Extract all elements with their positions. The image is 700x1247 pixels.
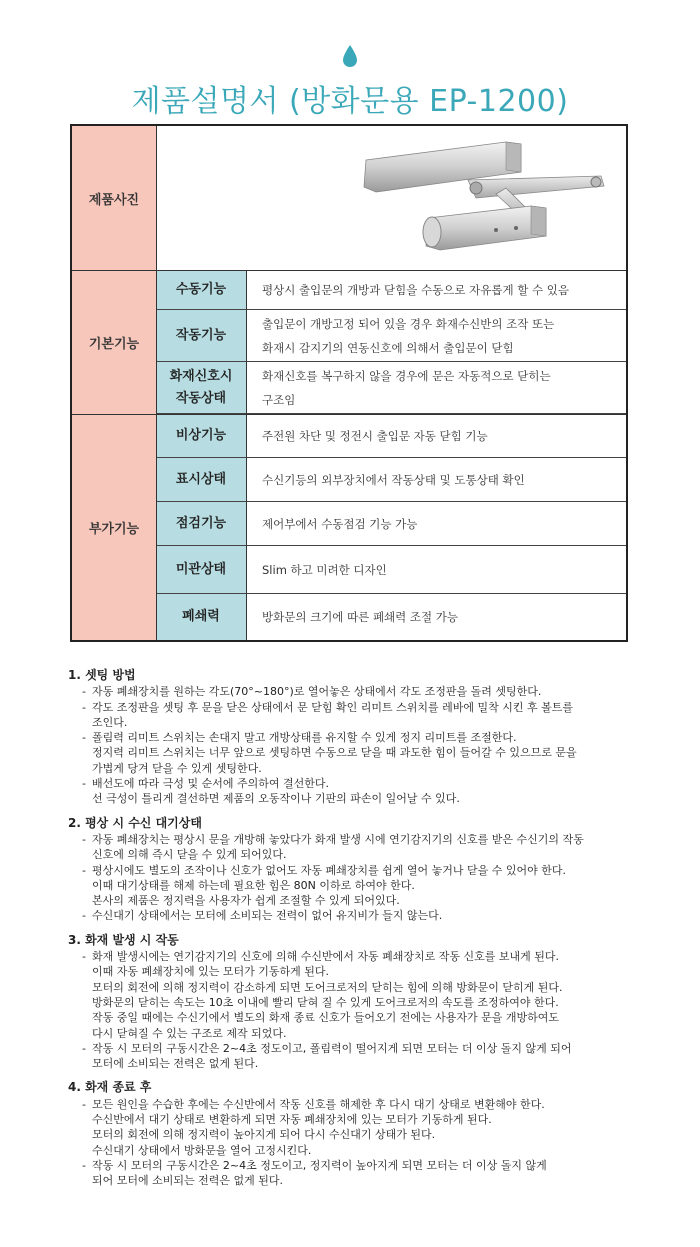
bullet-line: - 작동 시 모터의 구동시간은 2~4초 정도이고, 폴림력이 떨어지게 되면 모터는 더 이상 돌지 않게 되어	[82, 1041, 668, 1056]
instruction-section	[68, 933, 668, 1072]
spec-label: 표시상태	[175, 471, 227, 487]
spec-label-cell	[156, 594, 246, 640]
spec-desc: 방화문의 크기에 따른 폐쇄력 조절 가능	[262, 610, 459, 624]
continuation-line: 모터에 소비되는 전력은 없게 된다.	[92, 1057, 259, 1071]
extra-category-cell	[72, 414, 156, 640]
spec-label: 비상기능	[175, 427, 227, 443]
continuation-line: 조인다.	[92, 715, 128, 729]
bullet-line: - 폴림력 리미트 스위치는 손대지 말고 개방상태를 유지할 수 있게 정지 리미트를 조절한다.	[82, 730, 668, 745]
basic-category-cell	[72, 270, 156, 414]
spec-label-cell	[156, 310, 246, 362]
section-heading: 3. 화재 발생 시 작동	[68, 932, 179, 947]
spec-label: 수동기능	[175, 281, 227, 297]
continuation-line: 정지력 리미트 스위치는 너무 앞으로 셋팅하면 수동으로 닫을 때 과도한 힘이 들어갈 수 있으므로 문을	[92, 746, 577, 760]
spec-label: 점검기능	[175, 515, 227, 531]
spec-label-cell	[156, 270, 246, 310]
spec-label: 작동기능	[175, 327, 227, 343]
spec-desc: 제어부에서 수동점검 기능 가능	[262, 516, 418, 531]
water-drop-icon	[342, 44, 358, 68]
spec-desc: 화재신호를 복구하지 않을 경우에 문은 자동적으로 닫히는	[262, 368, 551, 383]
continuation-line: 선 극성이 틀리게 결선하면 제품의 오동작이나 기판의 파손이 일어날 수 있다.	[92, 792, 460, 806]
continuation-line: 수신대기 상태에서 방화문을 열어 고정시킨다.	[92, 1143, 312, 1157]
spec-desc-cell	[246, 270, 626, 310]
continuation-line: 이때 자동 폐쇄장치에 있는 모터가 기동하게 된다.	[92, 965, 329, 979]
product-photo-cell	[156, 126, 626, 270]
spec-table	[70, 124, 628, 642]
door-closer-image	[356, 132, 616, 262]
photo-label: 제품사진	[88, 192, 140, 208]
spec-label: 미관상태	[175, 561, 227, 577]
section-heading: 1. 셋팅 방법	[68, 668, 136, 682]
spec-desc-line2: 화재시 감지기의 연동신호에 의해서 출입문이 닫힘	[262, 340, 514, 355]
continuation-line: 본사의 제품은 정지력을 사용자가 쉽게 조절할 수 있게 되어있다.	[92, 894, 400, 908]
spec-desc-cell	[246, 458, 626, 502]
basic-label: 기본기능	[88, 336, 140, 352]
spec-label: 폐쇄력	[182, 609, 220, 624]
continuation-line: 가볍게 당겨 닫을 수 있게 셋팅한다.	[92, 761, 262, 775]
spec-desc: 주전원 차단 및 정전시 출입문 자동 닫힘 기능	[262, 428, 488, 443]
continuation-line: 수신반에서 대기 상태로 변환하게 되면 자동 폐쇄장치에 있는 모터가 기동하게 된다.	[92, 1113, 492, 1127]
bullet-line: - 작동 시 모터의 구동시간은 2~4초 정도이고, 정지력이 높아지게 되면 모터는 더 이상 돌지 않게	[82, 1158, 668, 1173]
spec-label-line2: 작동상태	[175, 390, 227, 406]
instruction-section	[68, 668, 668, 807]
continuation-line: 모터의 회전에 의해 정지력이 감소하게 되면 도어크로저의 닫히는 힘에 의해 방화문이 닫히게 된다.	[92, 980, 563, 994]
spec-desc-cell	[246, 546, 626, 594]
spec-label-cell	[156, 458, 246, 502]
spec-desc-cell	[246, 310, 626, 362]
continuation-line: 되어 모터에 소비되는 전력은 없게 된다.	[92, 1174, 283, 1188]
spec-desc: Slim 하고 미려한 디자인	[262, 562, 387, 577]
spec-label-cell	[156, 362, 246, 414]
instructions	[68, 668, 668, 1198]
spec-desc: 수신기등의 외부장치에서 작동상태 및 도통상태 확인	[262, 472, 525, 487]
page-title: 제품설명서 (방화문용 EP-1200)	[131, 84, 569, 119]
continuation-line: 방화문의 닫히는 속도는 10초 이내에 빨리 닫혀 질 수 있게 도어크로저의 속도를 조정하여야 한다.	[92, 995, 559, 1009]
spec-label: 화재신호시	[169, 368, 233, 384]
table-divider	[246, 270, 247, 640]
spec-label-cell	[156, 546, 246, 594]
spec-desc-cell	[246, 502, 626, 546]
photo-category-cell	[72, 126, 156, 270]
continuation-line: 작동 중일 때에는 수신기에서 별도의 화재 종료 신호가 들어오기 전에는 사용자가 문을 개방하여도	[92, 1011, 559, 1025]
instruction-section	[68, 1080, 668, 1188]
continuation-line: 모터의 회전에 의해 정지력이 높아지게 되어 다시 수신대기 상태가 된다.	[92, 1128, 436, 1142]
spec-label-cell	[156, 502, 246, 546]
spec-desc-cell	[246, 414, 626, 458]
bullet-line: - 각도 조정판을 셋팅 후 문을 닫은 상태에서 문 닫힘 확인 리미트 스위치를 레바에 밀착 시킨 후 볼트를	[82, 700, 668, 715]
bullet-line: - 자동 폐쇄장치를 원하는 각도(70°~180°)로 열어놓은 상태에서 각도 조정판을 돌려 셋팅한다.	[82, 684, 668, 699]
section-heading: 2. 평상 시 수신 대기상태	[68, 815, 202, 830]
spec-desc-line2: 구조임	[262, 392, 296, 407]
bullet-line: - 배선도에 따라 극성 및 순서에 주의하여 결선한다.	[82, 776, 668, 791]
instruction-section	[68, 816, 668, 924]
bullet-line: - 자동 폐쇄장치는 평상시 문을 개방해 놓았다가 화재 발생 시에 연기감지기의 신호를 받은 수신기의 작동	[82, 832, 668, 847]
bullet-line: - 화재 발생시에는 연기감지기의 신호에 의해 수신반에서 자동 폐쇄장치로 작동 신호를 보내게 된다.	[82, 949, 668, 964]
table-divider	[156, 126, 157, 640]
extra-label: 부가기능	[88, 521, 140, 537]
spec-desc: 평상시 출입문의 개방과 닫힘을 수동으로 자유롭게 할 수 있음	[262, 282, 569, 297]
bullet-line: - 수신대기 상태에서는 모터에 소비되는 전력이 없어 유지비가 들지 않는다.	[82, 908, 668, 923]
continuation-line: 다시 닫혀질 수 있는 구조로 제작 되었다.	[92, 1026, 287, 1040]
continuation-line: 이때 대기상태를 해제 하는데 필요한 힘은 80N 이하로 하여야 한다.	[92, 878, 415, 892]
bullet-line: - 평상시에도 별도의 조작이나 신호가 없어도 자동 폐쇄장치를 쉽게 열어 놓거나 닫을 수 있어야 한다.	[82, 863, 668, 878]
section-heading: 4. 화재 종료 후	[68, 1080, 152, 1095]
spec-desc-cell	[246, 362, 626, 414]
spec-desc-cell	[246, 594, 626, 640]
continuation-line: 신호에 의해 즉시 닫을 수 있게 되어있다.	[92, 848, 287, 862]
spec-desc: 출입문이 개방고정 되어 있을 경우 화재수신반의 조작 또는	[262, 316, 555, 331]
bullet-line: - 모든 원인을 수습한 후에는 수신반에서 작동 신호를 해제한 후 다시 대기 상태로 변환해야 한다.	[82, 1097, 668, 1112]
spec-label-cell	[156, 414, 246, 458]
